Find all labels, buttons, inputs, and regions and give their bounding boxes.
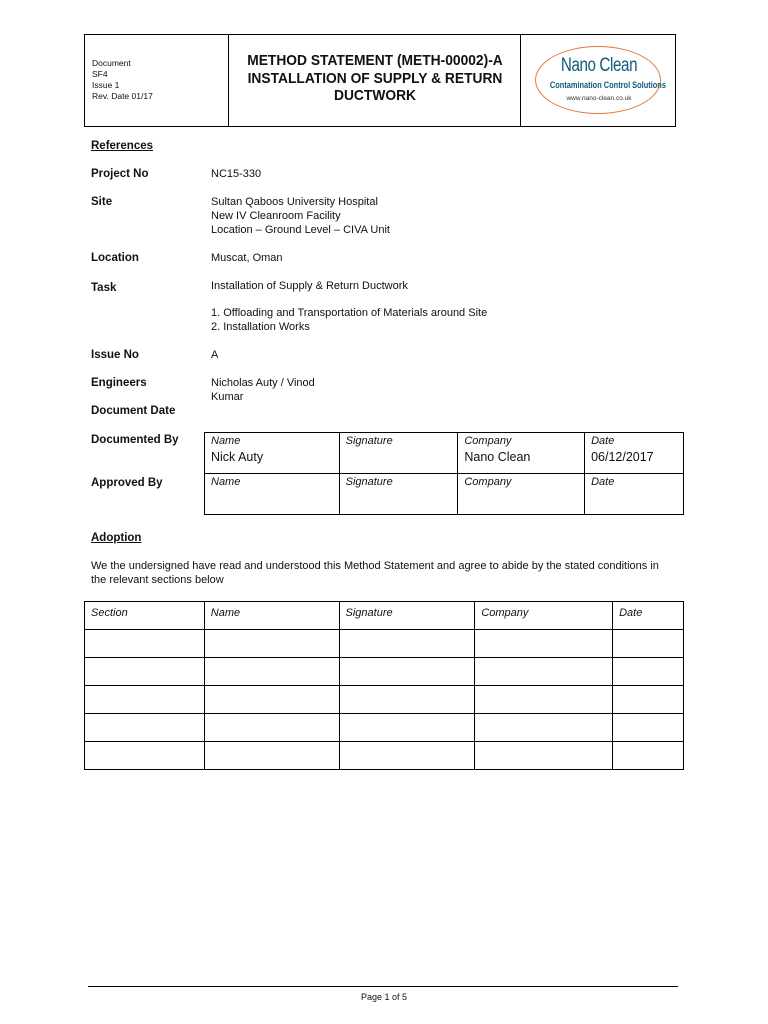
site-label: Site [91, 196, 113, 208]
title-line-2: INSTALLATION OF SUPPLY & RETURN [247, 69, 503, 87]
document-date-label: Document Date [91, 405, 176, 417]
engineers-line: Kumar [211, 391, 244, 403]
engineers-value [211, 376, 315, 404]
col-header-signature: Signature [345, 607, 393, 619]
signoff-table [204, 432, 684, 515]
signature-cell[interactable] [339, 630, 475, 658]
section-cell[interactable] [85, 658, 205, 686]
document-title [241, 52, 510, 105]
meta-rev-date: Rev. Date 01/17 [92, 91, 153, 101]
logo-url: www.nano-clean.co.uk [566, 95, 632, 102]
name-cell[interactable] [204, 630, 339, 658]
signature-cell[interactable] [339, 742, 475, 770]
meta-sf: SF4 [92, 69, 108, 79]
approved-name-cell[interactable] [205, 474, 340, 515]
issue-no-value: A [211, 349, 219, 361]
documented-by-label: Documented By [91, 434, 179, 446]
site-line: Location – Ground Level – CIVA Unit [211, 224, 390, 236]
adoption-header-cell [613, 602, 684, 630]
adoption-row [85, 714, 684, 742]
company-cell[interactable] [475, 714, 613, 742]
col-header-section: Section [91, 607, 128, 619]
adoption-row [85, 742, 684, 770]
company-cell[interactable] [475, 630, 613, 658]
company-cell[interactable] [475, 742, 613, 770]
task-label: Task [91, 282, 117, 294]
company-cell[interactable] [475, 658, 613, 686]
site-line: Sultan Qaboos University Hospital [211, 196, 378, 208]
section-cell[interactable] [85, 630, 205, 658]
adoption-text: We the undersigned have read and understood this Method Statement and agree to abide by the stated conditions in the relevant sections below [91, 560, 659, 586]
adoption-header-row [85, 602, 684, 630]
references-heading: References [91, 140, 154, 152]
document-meta-cell [85, 35, 229, 126]
name-cell[interactable] [204, 658, 339, 686]
approved-by-row [205, 474, 684, 515]
name-cell[interactable] [204, 686, 339, 714]
adoption-header-cell [204, 602, 339, 630]
col-header-name: Name [211, 435, 241, 447]
documented-signature-cell[interactable] [339, 433, 458, 474]
task-item: 2. Installation Works [211, 321, 310, 333]
site-value [211, 195, 390, 237]
project-no-value: NC15-330 [211, 168, 262, 180]
task-value: Installation of Supply & Return Ductwork [211, 280, 408, 292]
col-header-company: Company [481, 607, 529, 619]
col-header-signature: Signature [345, 476, 393, 488]
date-cell[interactable] [613, 742, 684, 770]
adoption-header-cell [339, 602, 475, 630]
approved-company-cell[interactable] [458, 474, 585, 515]
date-cell[interactable] [613, 714, 684, 742]
adoption-header-cell [475, 602, 613, 630]
signature-cell[interactable] [339, 686, 475, 714]
date-cell[interactable] [613, 630, 684, 658]
document-meta [92, 58, 153, 102]
col-header-date: Date [591, 435, 615, 447]
logo-name: Nano Clean [560, 55, 638, 76]
col-header-name: Name [211, 476, 241, 488]
col-header-date: Date [591, 476, 615, 488]
documented-company-cell[interactable] [458, 433, 585, 474]
meta-issue: Issue 1 [92, 80, 120, 90]
adoption-header-cell [85, 602, 205, 630]
location-label: Location [91, 252, 139, 264]
col-header-date: Date [619, 607, 643, 619]
issue-no-label: Issue No [91, 349, 139, 361]
signature-cell[interactable] [339, 714, 475, 742]
col-header-company: Company [464, 435, 512, 447]
title-line-1: METHOD STATEMENT (METH-00002)-A [247, 52, 503, 69]
document-header [84, 34, 676, 127]
logo-tagline: Contamination Control Solutions [549, 80, 666, 91]
company-cell[interactable] [475, 686, 613, 714]
project-no-label: Project No [91, 168, 149, 180]
adoption-table [84, 601, 684, 770]
logo-cell [521, 35, 675, 126]
col-header-signature: Signature [345, 435, 393, 447]
meta-document: Document [92, 58, 131, 68]
document-title-cell [229, 35, 521, 126]
date-cell[interactable] [613, 686, 684, 714]
location-value: Muscat, Oman [211, 252, 283, 264]
engineers-label: Engineers [91, 377, 147, 389]
engineers-line: Nicholas Auty / Vinod [211, 377, 315, 389]
documented-date-cell[interactable] [585, 433, 684, 474]
col-header-company: Company [464, 476, 512, 488]
date-cell[interactable] [613, 658, 684, 686]
documented-by-row [205, 433, 684, 474]
footer-divider [88, 986, 678, 987]
task-list [211, 306, 487, 334]
task-item: 1. Offloading and Transportation of Materials around Site [211, 307, 488, 319]
documented-name-value: Nick Auty [211, 450, 264, 464]
name-cell[interactable] [204, 714, 339, 742]
site-line: New IV Cleanroom Facility [211, 210, 341, 222]
approved-by-label: Approved By [91, 477, 163, 489]
section-cell[interactable] [85, 714, 205, 742]
section-cell[interactable] [85, 686, 205, 714]
approved-date-cell[interactable] [585, 474, 684, 515]
adoption-heading: Adoption [91, 532, 142, 544]
adoption-row [85, 630, 684, 658]
title-line-3: DUCTWORK [333, 87, 417, 104]
documented-date-value: 06/12/2017 [591, 450, 654, 464]
section-cell[interactable] [85, 742, 205, 770]
adoption-row [85, 686, 684, 714]
signature-cell[interactable] [339, 658, 475, 686]
page-number: Page 1 of 5 [360, 992, 408, 1002]
company-logo [535, 46, 666, 114]
documented-name-cell[interactable] [205, 433, 340, 474]
col-header-name: Name [210, 607, 241, 619]
adoption-row [85, 658, 684, 686]
name-cell[interactable] [204, 742, 339, 770]
approved-signature-cell[interactable] [339, 474, 458, 515]
documented-company-value: Nano Clean [464, 450, 531, 464]
